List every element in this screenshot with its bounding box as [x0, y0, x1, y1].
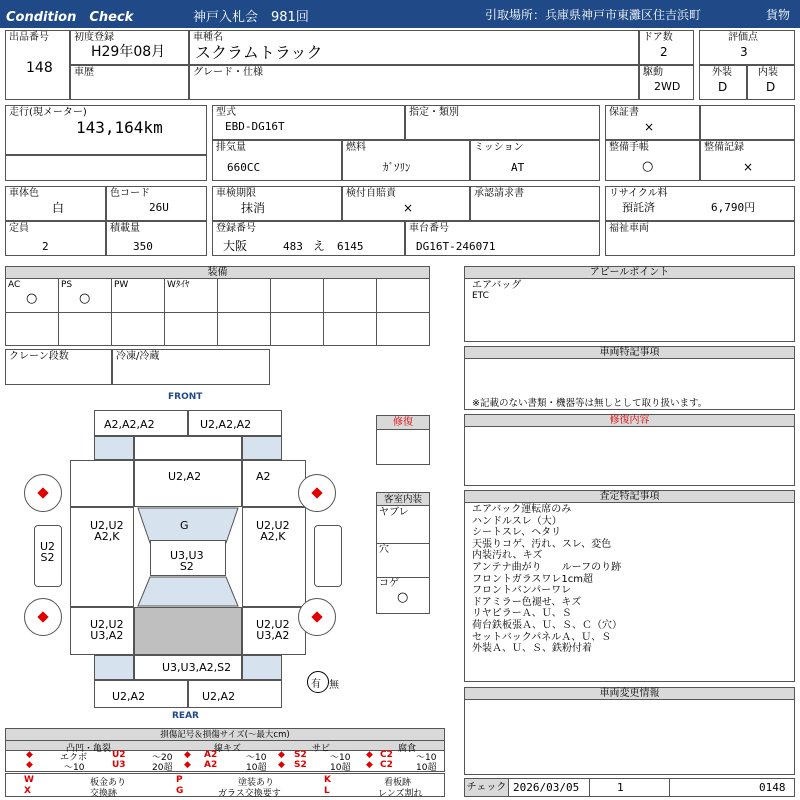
score-cell: [699, 30, 795, 65]
legend-marker: ◆: [184, 750, 191, 760]
exterior-cell: [699, 65, 747, 100]
approval-cell: [470, 186, 600, 221]
fender-left: [70, 460, 134, 507]
equipment-grid: [6, 279, 429, 345]
special-notes-text: ※記載のない書類・機器等は無しとして取り扱います。: [472, 398, 708, 409]
mileage-sub-cell: [5, 155, 207, 181]
recycle-label: リサイクル料: [609, 188, 668, 199]
legend-cell: 〜10: [416, 753, 437, 763]
fuel-value: ｶﾞｿﾘﾝ: [383, 161, 411, 174]
assessment-line: エアバック運転席のみ: [472, 504, 572, 515]
recycle-amount: 6,790円: [711, 201, 756, 214]
capacity-cell: [5, 221, 106, 256]
code-p: P: [176, 775, 183, 785]
code-legend: [5, 773, 445, 797]
reg-number-label: 登録番号: [216, 223, 256, 234]
chassis-value: DG16T-246071: [416, 240, 496, 253]
record-cell: [700, 140, 795, 181]
color-cell: [5, 186, 106, 221]
equip-wtire-label: Wﾀｲﾔ: [167, 280, 190, 290]
fender-right: [242, 460, 306, 507]
legend-cell: 10超: [246, 763, 267, 773]
mileage-cell: [5, 105, 207, 155]
load-value: 350: [133, 240, 153, 253]
damage-legend: [5, 728, 445, 772]
grade-label: グレード・仕様: [193, 67, 263, 78]
code-l-desc: レンズ割れ: [378, 789, 423, 799]
header-left: Condition Check: [6, 10, 134, 25]
legend-cell: U2: [112, 750, 126, 760]
displacement-value: 660CC: [227, 161, 261, 174]
check-count: 1: [617, 781, 624, 794]
special-notes-title: 車両特記事項: [465, 347, 794, 359]
displacement-cell: [212, 140, 342, 181]
damage-tailgate: U3,U3,A2,S2: [162, 661, 232, 674]
code-x: X: [24, 786, 31, 796]
legend-title: 損傷記号＆損傷サイズ(〜最大cm): [6, 729, 444, 741]
legend-cell: 10超: [330, 763, 351, 773]
freezer-cell: [112, 349, 270, 385]
assessment-line: 外装Ａ、Ｕ、Ｓ、鉄粉付着: [472, 643, 592, 655]
front-corner-left: [94, 436, 134, 460]
welfare-cell: [605, 221, 795, 256]
legend-marker: ◆: [366, 750, 373, 760]
code-k-desc: 看板跡: [384, 778, 412, 788]
auction-title: 神戸入札会 981回: [193, 10, 309, 25]
chassis-cell: [405, 221, 600, 256]
damage-bumper-front-right: U2,A2,A2: [200, 418, 252, 431]
mission-cell: [470, 140, 600, 181]
record-label: 整備記録: [704, 142, 744, 153]
equipment-title: 装備: [6, 267, 429, 279]
inspection-cell: [212, 186, 342, 221]
approval-label: 承認請求書: [474, 188, 524, 199]
car-name-value: スクラムトラック: [195, 43, 323, 62]
assessment-line: ハンドルスレ（大）: [472, 515, 562, 527]
color-code-value: 26U: [149, 201, 169, 214]
insurance-value: ×: [403, 201, 414, 215]
assessment-line: シートスレ、ヘタリ: [472, 527, 562, 539]
code-g-desc: ガラス交換要す: [218, 789, 281, 799]
legend-marker: ◆: [184, 760, 191, 770]
recycle-cell: [605, 186, 795, 221]
equip-ac-mark: ○: [26, 291, 38, 306]
damage-rear-bumper-left: U2,A2: [112, 690, 146, 703]
grade-cell: [189, 65, 639, 100]
legend-marker: ◆: [26, 760, 33, 770]
exterior-value: D: [718, 80, 728, 94]
mission-value: AT: [511, 161, 525, 174]
damage-pillar-left: U2,U2 U3,A2: [90, 618, 124, 642]
legend-dent: 凸凹・亀裂: [66, 744, 112, 754]
assessment-line: フロントガラスワレ1cm超: [472, 573, 594, 585]
damage-fender-right: A2: [256, 470, 271, 483]
interior-burn-mark: ○: [397, 590, 409, 605]
car-name-label: 車種名: [193, 32, 223, 43]
insurance-cell: [342, 186, 470, 221]
manual-cell: [605, 140, 700, 181]
front-corner-right: [242, 436, 282, 460]
record-value: ×: [743, 160, 754, 174]
welfare-label: 福祉車両: [609, 223, 649, 234]
legend-cell: C2: [380, 760, 393, 770]
vehicle-category: 貨物: [766, 8, 791, 22]
repair-side-label: 修復: [377, 416, 429, 430]
interior-tear-label: ヤブレ: [379, 507, 409, 518]
spare-tire-yes: 有: [311, 679, 321, 690]
fuel-label: 燃料: [346, 142, 366, 153]
rear-corner-right: [242, 655, 282, 680]
legend-cell: 〜10: [246, 753, 267, 763]
assessment-lines: [472, 504, 622, 655]
assessment-line: フロントバンパーワレ: [472, 585, 572, 597]
check-footer: [464, 778, 795, 797]
legend-cell: 〜10: [330, 753, 351, 763]
inspection-value: 抹消: [241, 201, 266, 215]
reg-class: 483: [283, 240, 303, 253]
bed-floor: [134, 607, 242, 655]
assessment-line: 天張りコゲ、汚れ、スレ、変色: [472, 538, 612, 550]
code-w: W: [24, 775, 34, 785]
interior-value: D: [766, 80, 776, 94]
reg-area: 大阪: [223, 239, 248, 253]
color-label: 車体色: [9, 188, 39, 199]
damage-door-right: U2,U2 A2,K: [256, 519, 290, 543]
code-l: L: [324, 786, 330, 796]
legend-cell: 〜20: [152, 753, 173, 763]
load-cell: [106, 221, 207, 256]
legend-cell: 20超: [152, 763, 173, 773]
manual-value: ○: [642, 159, 654, 174]
legend-cell: A2: [204, 750, 218, 760]
special-notes-section: [464, 346, 795, 410]
color-value: 白: [52, 201, 65, 215]
drive-cell: [639, 65, 694, 100]
drive-label: 駆動: [643, 67, 663, 78]
load-label: 積載量: [110, 223, 140, 234]
changes-section: [464, 687, 795, 775]
designation-cell: [405, 105, 600, 140]
interior-burn-label: コゲ: [379, 578, 399, 589]
doors-cell: [639, 30, 694, 65]
damage-mirror-left: U2 S2: [40, 540, 56, 564]
legend-cell: S2: [294, 760, 307, 770]
equip-ps-mark: ○: [79, 291, 91, 306]
code-x-desc: 交換跡: [90, 789, 118, 799]
legend-marker: ◆: [366, 760, 373, 770]
manual-label: 整備手帳: [609, 142, 649, 153]
rear-corner-left: [94, 655, 134, 680]
warranty-label: 保証書: [609, 107, 639, 118]
capacity-label: 定員: [9, 223, 29, 234]
repair-section: [464, 414, 795, 486]
damage-pillar-right: U2,U2 U3,A2: [256, 618, 290, 642]
equipment-section: [5, 266, 430, 346]
appeal-line: ETC: [472, 291, 489, 301]
warranty-value: ×: [644, 120, 655, 134]
assessment-line: アンテナ曲がり ルーフのり跡: [472, 561, 622, 573]
inspection-label: 車検期限: [216, 188, 256, 199]
insurance-label: 検付自賠責: [346, 188, 396, 199]
model-label: 型式: [216, 107, 236, 118]
tire-front-right: [298, 474, 336, 512]
damage-bumper-front-left: A2,A2,A2: [104, 418, 155, 431]
assessment-line: リヤピラーＡ、Ｕ、Ｓ: [472, 608, 572, 620]
interior-hole-label: 穴: [379, 544, 389, 555]
legend-cell: 10超: [416, 763, 437, 773]
mission-label: ミッション: [474, 142, 524, 153]
reg-number-value: 6145: [337, 240, 364, 253]
assessment-title: 査定特記事項: [465, 491, 794, 503]
code-p-desc: 塗装あり: [238, 778, 275, 788]
legend-cell: A2: [204, 760, 218, 770]
lot-value: 148: [26, 60, 53, 76]
check-number: 0148: [759, 781, 786, 794]
hood: [134, 460, 242, 507]
damage-door-left: U2,U2 A2,K: [90, 519, 124, 543]
assessment-line: ドアミラー色褪せ、キズ: [472, 596, 582, 608]
repair-side-box: [376, 415, 430, 465]
check-label: チェック: [465, 779, 509, 796]
assessment-line: セットバックパネルＡ、Ｕ、Ｓ: [472, 631, 612, 643]
tire-rear-left: [24, 598, 62, 636]
assessment-line: 内装汚れ、キズ: [472, 550, 543, 562]
fuel-cell: [342, 140, 470, 181]
appeal-line: エアバッグ: [472, 280, 522, 291]
legend-scratch: 線キズ: [214, 744, 241, 754]
legend-marker: ◆: [278, 760, 285, 770]
color-code-cell: [106, 186, 207, 221]
damage-hood: U2,A2: [168, 470, 202, 483]
chassis-label: 車台番号: [409, 223, 449, 234]
legend-cell: 〜10: [64, 763, 85, 773]
assessment-line: 荷台鉄板張Ａ、Ｕ、Ｓ、Ｃ（穴）: [472, 619, 622, 631]
exterior-label: 外装: [712, 67, 732, 78]
freezer-label: 冷凍/冷蔵: [116, 351, 160, 362]
crane-label: クレーン段数: [9, 351, 69, 362]
legend-marker: ◆: [278, 750, 285, 760]
legend-rust: サビ: [312, 744, 331, 754]
assessment-section: [464, 490, 795, 682]
capacity-value: 2: [42, 240, 49, 253]
legend-corrosion: 腐食: [398, 744, 417, 754]
check-date: 2026/03/05: [513, 781, 580, 794]
changes-title: 車両変更情報: [465, 688, 794, 700]
appeal-section: [464, 266, 795, 342]
score-value: 3: [740, 45, 748, 59]
interior-check-box: [376, 492, 430, 614]
warranty-extra-cell: [700, 105, 795, 140]
first-reg-cell: [70, 30, 189, 65]
designation-label: 指定・類別: [409, 107, 459, 118]
lot-number-cell: [5, 30, 70, 100]
interior-label: 内装: [758, 67, 778, 78]
drive-value: 2WD: [654, 80, 681, 93]
appeal-title: アピールポイント: [465, 267, 794, 279]
repair-title: 修復内容: [465, 415, 794, 427]
history-cell: [70, 65, 189, 100]
mileage-value: 143,164km: [76, 118, 163, 137]
displacement-label: 排気量: [216, 142, 246, 153]
score-label: 評価点: [728, 32, 758, 43]
doors-value: 2: [660, 45, 668, 59]
history-label: 車歴: [74, 67, 94, 78]
code-k: K: [324, 775, 331, 785]
interior-cell: [747, 65, 795, 100]
legend-cell: S2: [294, 750, 307, 760]
code-g: G: [176, 786, 184, 796]
first-reg-value: H29年08月: [91, 44, 166, 60]
damage-rear-bumper-right: U2,A2: [202, 690, 236, 703]
first-reg-label: 初度登録: [74, 32, 114, 43]
pickup-location: 引取場所：兵庫県神戸市東灘区住吉浜町: [485, 8, 702, 22]
header-bar: [0, 0, 800, 28]
doors-label: ドア数: [643, 32, 673, 43]
spare-tire-no: 無: [329, 680, 339, 691]
mirror-right: [314, 525, 342, 587]
legend-cell: U3: [112, 760, 126, 770]
rear-label: REAR: [172, 711, 199, 721]
mileage-label: 走行(現メーター): [9, 107, 87, 118]
reg-number-cell: [212, 221, 405, 256]
equip-ps-label: PS: [61, 280, 73, 290]
warranty-cell: [605, 105, 700, 140]
damage-roof: U3,U3 S2: [170, 549, 204, 573]
front-panel: [134, 436, 242, 460]
tire-rear-right: [298, 598, 336, 636]
equip-pw-label: PW: [114, 280, 129, 290]
legend-cell: エクボ: [60, 753, 88, 763]
legend-cell: C2: [380, 750, 393, 760]
model-cell: [212, 105, 405, 140]
damage-windshield: G: [180, 519, 189, 532]
interior-check-title: 客室内装: [377, 493, 429, 506]
model-value: EBD-DG16T: [225, 120, 285, 133]
lot-label: 出品番号: [9, 32, 49, 43]
color-code-label: 色コード: [110, 188, 150, 199]
recycle-status: 預託済: [622, 201, 655, 214]
car-name-cell: [189, 30, 639, 65]
crane-cell: [5, 349, 112, 385]
front-label: FRONT: [168, 392, 203, 402]
reg-kana: え: [313, 239, 326, 253]
legend-marker: ◆: [26, 750, 33, 760]
tire-front-left: [24, 474, 62, 512]
equip-ac-label: AC: [8, 280, 21, 290]
code-w-desc: 板金あり: [90, 778, 127, 788]
